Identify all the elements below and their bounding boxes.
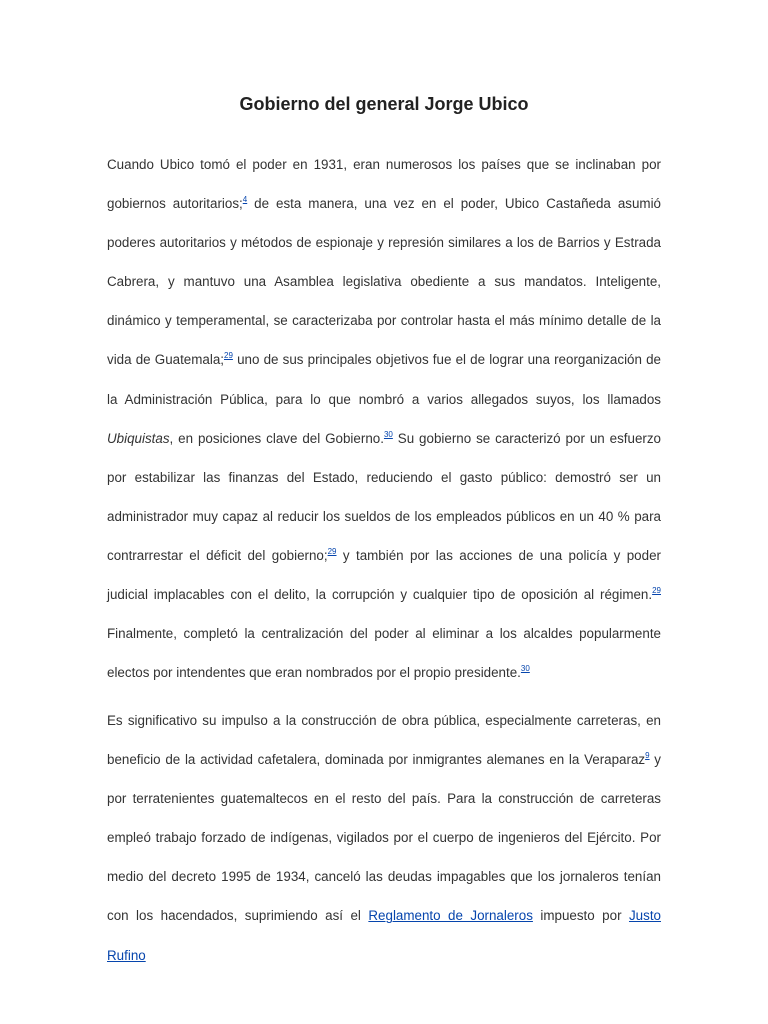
p2-text-3: impuesto por <box>532 908 629 924</box>
paragraph-2 <box>107 701 661 975</box>
p2-text-1: Es significativo su impulso a la construcción de obra pública, especialmente carreteras, en beneficio de la actividad cafetalera, dominada por inmigrantes alemanes en la Veraparaz <box>107 713 661 768</box>
citation-link[interactable]: 4 <box>242 195 248 205</box>
p1-text-4: , en posiciones clave del Gobierno. <box>169 430 384 446</box>
citation-link[interactable]: 9 <box>645 751 650 761</box>
p1-italic-term: Ubiquistas <box>107 430 170 446</box>
p1-text-7: Finalmente, completó la centralización del poder al eliminar a los alcaldes popularmente electos por intendentes que eran nombrados por el propio presidente. <box>107 626 661 681</box>
citation-ref[interactable] <box>521 664 530 673</box>
link-reglamento-de-jornaleros[interactable]: Reglamento de Jornaleros <box>368 908 533 924</box>
p1-text-1: Cuando Ubico tomó el poder en 1931, eran numerosos los países que se inclinaban por gobiernos autoritarios; <box>107 157 661 212</box>
page-title: Gobierno del general Jorge Ubico <box>239 94 529 114</box>
p1-text-3: uno de sus principales objetivos fue el de lograr una reorganización de la Administración Pública, para lo que nombró a varios allegados suyos, los llamados <box>107 352 661 407</box>
citation-ref[interactable] <box>652 586 661 595</box>
p1-text-6: y también por las acciones de una policía y poder judicial implacables con el delito, la corrupción y cualquier tipo de oposición al régimen. <box>107 547 661 603</box>
p1-text-5: Su gobierno se caracterizó por un esfuerzo por estabilizar las finanzas del Estado, reduciendo el gasto público: demostró ser un administrador muy capaz al reducir los sueldos de los empleados públicos en un 40 % para contrarrestar el déficit del gobierno; <box>107 430 661 563</box>
citation-ref[interactable] <box>384 430 393 439</box>
citation-link[interactable]: 30 <box>520 664 530 674</box>
citation-link[interactable]: 30 <box>383 429 393 439</box>
link-justo-rufino[interactable]: Justo Rufino <box>107 908 661 963</box>
paragraph-1 <box>107 145 661 692</box>
p1-text-2: de esta manera, una vez en el poder, Ubico Castañeda asumió poderes autoritarios y métodos de espionaje y represión similares a los de Barrios y Estrada Cabrera, y mantuvo una Asamblea legislativa obediente a sus mandatos. Inteligente, dinámico y temperamental, se caracterizaba por controlar hasta el más mínimo detalle de la vida de Guatemala; <box>107 196 662 368</box>
citation-ref[interactable] <box>224 351 233 360</box>
citation-link[interactable]: 29 <box>652 586 661 596</box>
p2-text-2: y por terratenientes guatemaltecos en el resto del país. Para la construcción de carreteras empleó trabajo forzado de indígenas, vigilados por el cuerpo de ingenieros del Ejército. Por medio del decreto 1995 de 1934, canceló las deudas impagables que los jornaleros tenían con los hacendados, suprimiendo así el <box>107 752 661 924</box>
citation-ref[interactable] <box>328 547 337 556</box>
citation-link[interactable]: 29 <box>327 546 337 556</box>
citation-link[interactable]: 29 <box>224 351 233 361</box>
